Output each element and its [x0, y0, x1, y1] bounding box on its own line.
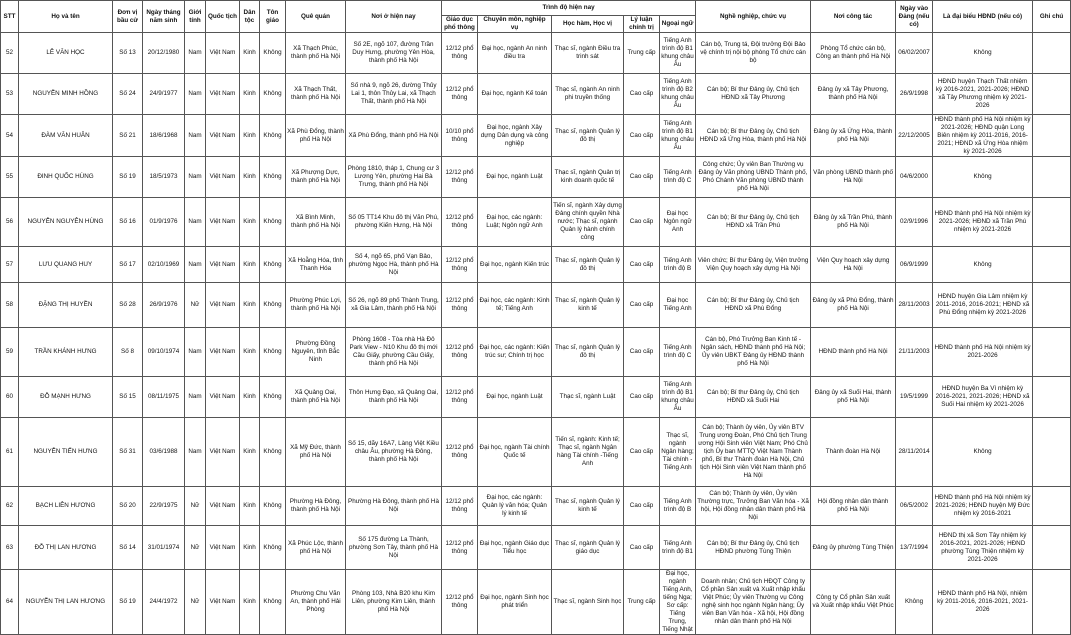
cell-language: Đại học Tiếng Anh	[660, 283, 696, 328]
cell-workplace: Đảng ủy phường Tùng Thiện	[811, 526, 896, 570]
cell-unit: Số 20	[113, 487, 143, 526]
cell-unit: Số 14	[113, 526, 143, 570]
table-row	[1, 283, 1071, 328]
cell-degree: Thạc sĩ, ngành Quản lý đô thị	[552, 328, 624, 377]
cell-hometown: Xã Thạch Thất, thành phố Hà Nội	[286, 74, 346, 115]
cell-workplace: Đảng ủy xã Tây Phương, thành phố Hà Nội	[811, 74, 896, 115]
cell-major: Đại học, ngành Luật	[478, 377, 552, 418]
cell-degree: Thạc sĩ, ngành Quản lý đô thị	[552, 115, 624, 157]
cell-delegate: HĐND huyện Gia Lâm nhiệm kỳ 2011-2016, 2016-2021; HĐND xã Phù Đổng nhiệm kỳ 2021-2026	[933, 283, 1033, 328]
cell-politics: Trung cấp	[624, 33, 660, 74]
cell-residence: Phòng 1810, tháp 1, Chung cư 3 Lương Yên, phường Hai Bà Trưng, thành phố Hà Nội	[346, 157, 442, 198]
cell-residence: Số 175 đường La Thành, phường Sơn Tây, thành phố Hà Nội	[346, 526, 442, 570]
cell-politics: Cao cấp	[624, 115, 660, 157]
header-gender: Giới tính	[185, 1, 206, 33]
cell-hometown: Xã Mỹ Đức, thành phố Hà Nội	[286, 418, 346, 487]
cell-nationality: Việt Nam	[206, 74, 240, 115]
cell-stt: 60	[1, 377, 19, 418]
cell-dob: 26/9/1976	[143, 283, 185, 328]
cell-delegate: Không	[933, 418, 1033, 487]
cell-degree: Thạc sĩ, ngành Quản lý giáo dục	[552, 526, 624, 570]
cell-workplace: Văn phòng UBND thành phố Hà Nội	[811, 157, 896, 198]
cell-notes	[1033, 115, 1071, 157]
table-body	[1, 33, 1071, 635]
cell-nationality: Việt Nam	[206, 283, 240, 328]
cell-unit: Số 13	[113, 33, 143, 74]
table-row	[1, 33, 1071, 74]
cell-ethnicity: Kinh	[240, 328, 260, 377]
cell-unit: Số 8	[113, 328, 143, 377]
cell-general-edu: 12/12 phổ thông	[442, 198, 478, 247]
cell-major: Đại học, ngành Luật	[478, 157, 552, 198]
cell-dob: 08/11/1975	[143, 377, 185, 418]
cell-ethnicity: Kinh	[240, 74, 260, 115]
cell-religion: Không	[260, 418, 286, 487]
cell-notes	[1033, 33, 1071, 74]
cell-residence: Số nhà 9, ngõ 26, đường Thủy Lai 1, thôn Thủy Lai, xã Thạch Thất, thành phố Hà Nội	[346, 74, 442, 115]
cell-occupation: Cán bộ; Bí thư Đảng ủy, Chủ tịch HĐND xã Ứng Hòa, thành phố Hà Nội	[696, 115, 811, 157]
cell-occupation: Doanh nhân; Chủ tịch HĐQT Công ty Cổ phần Sản xuất và Xuất nhập khẩu Việt Phúc; Ủy viên Thường vụ Công nghệ sinh học ngành Ngân hàng; Ủy viên Ban Văn hóa - Xã hội, Hội đồng nhân dân thành phố Hà Nội	[696, 570, 811, 635]
header-name: Họ và tên	[19, 1, 113, 33]
cell-major: Đại học, các ngành: Kinh tế; Tiếng Anh	[478, 283, 552, 328]
cell-politics: Trung cấp	[624, 570, 660, 635]
cell-language: Đại học, ngành Tiếng Anh, tiếng Nga; Sơ cấp: Tiếng Trung, Tiếng Nhật	[660, 570, 696, 635]
cell-name: BẠCH LIÊN HƯƠNG	[19, 487, 113, 526]
cell-nationality: Việt Nam	[206, 377, 240, 418]
cell-ethnicity: Kinh	[240, 115, 260, 157]
cell-name: ĐỖ THỊ LAN HƯƠNG	[19, 526, 113, 570]
cell-general-edu: 12/12 phổ thông	[442, 283, 478, 328]
cell-religion: Không	[260, 377, 286, 418]
cell-delegate: HĐND thành phố Hà Nội nhiệm kỳ 2021-2026; HĐND huyện Mỹ Đức nhiệm kỳ 2016-2021	[933, 487, 1033, 526]
cell-notes	[1033, 283, 1071, 328]
cell-religion: Không	[260, 526, 286, 570]
cell-general-edu: 10/10 phổ thông	[442, 115, 478, 157]
header-unit: Đơn vị bầu cử	[113, 1, 143, 33]
cell-notes	[1033, 198, 1071, 247]
cell-stt: 52	[1, 33, 19, 74]
table-header	[1, 1, 1071, 33]
cell-name: ĐỖ MẠNH HƯNG	[19, 377, 113, 418]
cell-ethnicity: Kinh	[240, 33, 260, 74]
cell-major: Đại học, các ngành: Quản lý văn hóa; Quản lý kinh tế	[478, 487, 552, 526]
cell-party-date: 13/7/1994	[896, 526, 933, 570]
cell-gender: Nam	[185, 198, 206, 247]
cell-unit: Số 28	[113, 283, 143, 328]
cell-workplace: Công ty Cổ phần Sản xuất và Xuất nhập khẩu Việt Phúc	[811, 570, 896, 635]
cell-general-edu: 12/12 phổ thông	[442, 74, 478, 115]
cell-name: TRẦN KHÁNH HƯNG	[19, 328, 113, 377]
cell-major: Đại học, ngành Kiến trúc	[478, 247, 552, 283]
cell-name: NGUYỄN NGUYÊN HÙNG	[19, 198, 113, 247]
cell-language: Tiếng Anh trình độ B	[660, 487, 696, 526]
cell-residence: Số 15, dãy 16A7, Làng Việt Kiều châu Âu, phường Hà Đông, thành phố Hà Nội	[346, 418, 442, 487]
cell-nationality: Việt Nam	[206, 328, 240, 377]
cell-delegate: HĐND thành phố Hà Nội nhiệm kỳ 2021-2026; HĐND xã Trần Phú nhiệm kỳ 2021-2026	[933, 198, 1033, 247]
cell-ethnicity: Kinh	[240, 247, 260, 283]
cell-major: Đại học, ngành Kế toán	[478, 74, 552, 115]
cell-hometown: Xã Phúc Lộc, thành phố Hà Nội	[286, 526, 346, 570]
table-row	[1, 526, 1071, 570]
cell-party-date: 06/02/2007	[896, 33, 933, 74]
cell-name: LƯU QUANG HUY	[19, 247, 113, 283]
cell-party-date: 06/5/2002	[896, 487, 933, 526]
cell-nationality: Việt Nam	[206, 157, 240, 198]
cell-gender: Nam	[185, 328, 206, 377]
cell-hometown: Phường Chu Văn An, thành phố Hải Phòng	[286, 570, 346, 635]
cell-occupation: Công chức; Ủy viên Ban Thường vụ Đảng ủy Văn phòng UBND Thành phố, Phó Chánh Văn phòng UBND thành phố Hà Nội	[696, 157, 811, 198]
table-row	[1, 570, 1071, 635]
cell-major: Đại học, ngành An ninh điều tra	[478, 33, 552, 74]
cell-politics: Cao cấp	[624, 328, 660, 377]
header-party-date: Ngày vào Đảng (nếu có)	[896, 1, 933, 33]
cell-major: Đại học, ngành Giáo dục Tiểu học	[478, 526, 552, 570]
cell-occupation: Cán bộ; Thành ủy viên, Ủy viên BTV Trung ương Đoàn, Phó Chủ tịch Trung ương Hội Sinh viên Việt Nam; Phó Chủ tịch Ủy ban MTTQ Việt Nam Thành phố, Bí thư Thành đoàn Hà Nội, Chủ tịch Hội Sinh viên Việt Nam thành phố Hà Nội	[696, 418, 811, 487]
cell-gender: Nữ	[185, 283, 206, 328]
cell-nationality: Việt Nam	[206, 418, 240, 487]
cell-degree: Thạc sĩ, ngành Sinh học	[552, 570, 624, 635]
cell-general-edu: 12/12 phổ thông	[442, 377, 478, 418]
header-degree: Học hàm, Học vị	[552, 16, 624, 33]
cell-delegate: HĐND thành phố Hà Nội nhiệm kỳ 2021-2026; HĐND quận Long Biên nhiệm kỳ 2011-2016, 2016-2021; HĐND xã Ứng Hòa nhiệm kỳ 2021-2026	[933, 115, 1033, 157]
cell-residence: Số 4, ngõ 65, phố Vạn Bảo, phường Ngọc Hà, thành phố Hà Nội	[346, 247, 442, 283]
header-major: Chuyên môn, nghiệp vụ	[478, 16, 552, 33]
cell-residence: Xã Phù Đổng, thành phố Hà Nội	[346, 115, 442, 157]
cell-politics: Cao cấp	[624, 74, 660, 115]
cell-name: NGUYỄN THỊ LAN HƯƠNG	[19, 570, 113, 635]
cell-degree: Tiến sĩ, ngành Xây dựng Đảng chính quyền Nhà nước; Thạc sĩ, ngành Quản lý hành chính công	[552, 198, 624, 247]
cell-stt: 53	[1, 74, 19, 115]
cell-hometown: Xã Bình Minh, thành phố Hà Nội	[286, 198, 346, 247]
cell-unit: Số 19	[113, 157, 143, 198]
cell-politics: Cao cấp	[624, 157, 660, 198]
cell-delegate: HĐND huyện Thạch Thất nhiệm kỳ 2016-2021, 2021-2026; HĐND xã Tây Phương nhiệm kỳ 2021-2026	[933, 74, 1033, 115]
cell-nationality: Việt Nam	[206, 33, 240, 74]
cell-nationality: Việt Nam	[206, 570, 240, 635]
cell-notes	[1033, 487, 1071, 526]
cell-general-edu: 12/12 phổ thông	[442, 328, 478, 377]
cell-religion: Không	[260, 247, 286, 283]
cell-stt: 57	[1, 247, 19, 283]
cell-ethnicity: Kinh	[240, 526, 260, 570]
header-religion: Tôn giáo	[260, 1, 286, 33]
cell-workplace: Đảng ủy xã Ứng Hòa, thành phố Hà Nội	[811, 115, 896, 157]
cell-nationality: Việt Nam	[206, 247, 240, 283]
table-row	[1, 157, 1071, 198]
cell-nationality: Việt Nam	[206, 198, 240, 247]
cell-hometown: Phường Hà Đông, thành phố Hà Nội	[286, 487, 346, 526]
cell-stt: 59	[1, 328, 19, 377]
cell-language: Tiếng Anh trình độ B1	[660, 526, 696, 570]
cell-hometown: Phường Đồng Nguyên, tỉnh Bắc Ninh	[286, 328, 346, 377]
cell-general-edu: 12/12 phổ thông	[442, 33, 478, 74]
cell-hometown: Xã Hoằng Hóa, tỉnh Thanh Hóa	[286, 247, 346, 283]
cell-occupation: Cán bộ; Bí thư Đảng ủy, Chủ tịch HĐND xã Phù Đổng	[696, 283, 811, 328]
cell-residence: Phòng 1608 - Tòa nhà Hà Đô Park View - N10 Khu đô thị mới Cầu Giấy, phường Cầu Giấy, thành phố Hà Nội	[346, 328, 442, 377]
cell-unit: Số 17	[113, 247, 143, 283]
cell-name: NGUYỄN TIẾN HƯNG	[19, 418, 113, 487]
cell-general-edu: 12/12 phổ thông	[442, 418, 478, 487]
cell-residence: Phòng 103, Nhà B20 khu Kim Liên, phường Kim Liên, thành phố Hà Nội	[346, 570, 442, 635]
cell-residence: Số 26, ngõ 89 phố Thành Trung, xã Gia Lâm, thành phố Hà Nội	[346, 283, 442, 328]
cell-stt: 55	[1, 157, 19, 198]
cell-degree: Thạc sĩ, ngành An ninh phi truyền thống	[552, 74, 624, 115]
cell-politics: Cao cấp	[624, 377, 660, 418]
cell-occupation: Cán bộ; Thành ủy viên, Ủy viên Thường trực, Trưởng Ban Văn hóa - Xã hội, Hội đồng nhân dân thành phố Hà Nội	[696, 487, 811, 526]
cell-gender: Nam	[185, 115, 206, 157]
cell-religion: Không	[260, 74, 286, 115]
cell-language: Tiếng Anh trình độ B1 khung châu Âu	[660, 377, 696, 418]
cell-nationality: Việt Nam	[206, 115, 240, 157]
cell-dob: 24/4/1972	[143, 570, 185, 635]
header-workplace: Nơi công tác	[811, 1, 896, 33]
cell-gender: Nữ	[185, 487, 206, 526]
cell-party-date: 22/12/2005	[896, 115, 933, 157]
cell-party-date: Không	[896, 570, 933, 635]
cell-religion: Không	[260, 570, 286, 635]
cell-name: NGUYỄN MINH HỒNG	[19, 74, 113, 115]
table-row	[1, 487, 1071, 526]
cell-ethnicity: Kinh	[240, 377, 260, 418]
cell-workplace: HĐND thành phố Hà Nội	[811, 328, 896, 377]
cell-stt: 64	[1, 570, 19, 635]
cell-degree: Thạc sĩ, ngành Điều tra trinh sát	[552, 33, 624, 74]
cell-workplace: Thành đoàn Hà Nội	[811, 418, 896, 487]
cell-occupation: Cán bộ; Bí thư Đảng ủy, Chủ tịch HĐND xã Suối Hai	[696, 377, 811, 418]
cell-ethnicity: Kinh	[240, 283, 260, 328]
cell-religion: Không	[260, 115, 286, 157]
cell-stt: 54	[1, 115, 19, 157]
cell-name: ĐINH QUỐC HÙNG	[19, 157, 113, 198]
cell-politics: Cao cấp	[624, 247, 660, 283]
cell-dob: 18/5/1973	[143, 157, 185, 198]
cell-religion: Không	[260, 198, 286, 247]
cell-religion: Không	[260, 487, 286, 526]
cell-gender: Nữ	[185, 570, 206, 635]
cell-gender: Nữ	[185, 526, 206, 570]
cell-general-edu: 12/12 phổ thông	[442, 570, 478, 635]
cell-degree: Thạc sĩ, ngành Quản trị kinh doanh quốc tế	[552, 157, 624, 198]
cell-party-date: 28/11/2014	[896, 418, 933, 487]
cell-unit: Số 24	[113, 74, 143, 115]
cell-politics: Cao cấp	[624, 526, 660, 570]
header-residence: Nơi ở hiện nay	[346, 1, 442, 33]
cell-language: Tiếng Anh trình độ B1 khung châu Âu	[660, 33, 696, 74]
cell-ethnicity: Kinh	[240, 418, 260, 487]
table-row	[1, 115, 1071, 157]
cell-stt: 61	[1, 418, 19, 487]
header-delegate: Là đại biểu HĐND (nếu có)	[933, 1, 1033, 33]
cell-occupation: Cán bộ, Trung tá, Đội trưởng Đội Bảo vệ chính trị nội bộ phòng Tổ chức cán bộ	[696, 33, 811, 74]
cell-dob: 18/6/1968	[143, 115, 185, 157]
cell-major: Đại học, các ngành: Luật; Ngôn ngữ Anh	[478, 198, 552, 247]
cell-delegate: HĐND thị xã Sơn Tây nhiệm kỳ 2016-2021, 2021-2026; HĐND phường Tùng Thiện nhiệm kỳ 2021-2026	[933, 526, 1033, 570]
cell-occupation: Viên chức; Bí thư Đảng ủy, Viện trưởng Viện Quy hoạch xây dựng Hà Nội	[696, 247, 811, 283]
cell-language: Tiếng Anh trình độ C	[660, 328, 696, 377]
table-row	[1, 418, 1071, 487]
cell-occupation: Cán bộ, Phó Trưởng Ban Kinh tế - Ngân sách, HĐND thành phố Hà Nội; Ủy viên UBKT Đảng ủy HĐND thành phố Hà Nội	[696, 328, 811, 377]
cell-name: ĐÀM VĂN HUÂN	[19, 115, 113, 157]
cell-degree: Thạc sĩ, ngành Quản lý kinh tế	[552, 487, 624, 526]
cell-dob: 20/12/1980	[143, 33, 185, 74]
cell-politics: Cao cấp	[624, 418, 660, 487]
table-row	[1, 247, 1071, 283]
cell-major: Đại học, ngành Xây dựng Dân dụng và công nghiệp	[478, 115, 552, 157]
header-hometown: Quê quán	[286, 1, 346, 33]
header-stt: STT	[1, 1, 19, 33]
cell-ethnicity: Kinh	[240, 198, 260, 247]
cell-occupation: Cán bộ; Bí thư Đảng ủy, Chủ tịch HĐND xã Tây Phương	[696, 74, 811, 115]
cell-party-date: 19/5/1999	[896, 377, 933, 418]
cell-residence: Thôn Hưng Đạo, xã Quảng Oai, thành phố Hà Nội	[346, 377, 442, 418]
cell-party-date: 21/11/2003	[896, 328, 933, 377]
cell-degree: Thạc sĩ, ngành Luật	[552, 377, 624, 418]
cell-hometown: Xã Phù Đổng, thành phố Hà Nội	[286, 115, 346, 157]
cell-gender: Nam	[185, 33, 206, 74]
cell-dob: 09/10/1974	[143, 328, 185, 377]
cell-gender: Nam	[185, 377, 206, 418]
cell-religion: Không	[260, 328, 286, 377]
cell-unit: Số 31	[113, 418, 143, 487]
cell-degree: Thạc sĩ, ngành Quản lý đô thị	[552, 247, 624, 283]
cell-delegate: Không	[933, 157, 1033, 198]
cell-delegate: HĐND thành phố Hà Nội nhiệm kỳ 2021-2026	[933, 328, 1033, 377]
cell-occupation: Cán bộ; Bí thư Đảng ủy, Chủ tịch HĐND xã Trần Phú	[696, 198, 811, 247]
cell-residence: Số 2E, ngõ 107, đường Trần Duy Hưng, phường Yên Hòa, thành phố Hà Nội	[346, 33, 442, 74]
header-occupation: Nghề nghiệp, chức vụ	[696, 1, 811, 33]
cell-unit: Số 16	[113, 198, 143, 247]
cell-delegate: HĐND thành phố Hà Nội, nhiệm kỳ 2011-2016, 2016-2021, 2021-2026	[933, 570, 1033, 635]
cell-general-edu: 12/12 phổ thông	[442, 487, 478, 526]
cell-language: Tiếng Anh trình độ B2 khung châu Âu	[660, 74, 696, 115]
cell-party-date: 02/9/1996	[896, 198, 933, 247]
cell-gender: Nam	[185, 247, 206, 283]
cell-major: Đại học, ngành Tài chính Quốc tế	[478, 418, 552, 487]
cell-nationality: Việt Nam	[206, 487, 240, 526]
cell-notes	[1033, 526, 1071, 570]
cell-language: Thạc sĩ, ngành Ngân hàng; Tài chính - Tiếng Anh	[660, 418, 696, 487]
cell-notes	[1033, 157, 1071, 198]
header-education-group: Trình độ hiện nay	[442, 1, 696, 16]
cell-language: Tiếng Anh trình độ B	[660, 247, 696, 283]
cell-dob: 22/9/1975	[143, 487, 185, 526]
cell-politics: Cao cấp	[624, 198, 660, 247]
cell-delegate: Không	[933, 33, 1033, 74]
header-politics: Lý luận chính trị	[624, 16, 660, 33]
cell-general-edu: 12/12 phổ thông	[442, 526, 478, 570]
cell-language: Đại học Ngôn ngữ Anh	[660, 198, 696, 247]
cell-workplace: Hội đồng nhân dân thành phố Hà Nội	[811, 487, 896, 526]
cell-general-edu: 12/12 phổ thông	[442, 247, 478, 283]
cell-workplace: Đảng ủy xã Trần Phú, thành phố Hà Nội	[811, 198, 896, 247]
cell-notes	[1033, 377, 1071, 418]
cell-residence: Số 05 TT14 Khu đô thị Văn Phú, phường Kiến Hưng, Hà Nội	[346, 198, 442, 247]
cell-ethnicity: Kinh	[240, 157, 260, 198]
cell-language: Tiếng Anh trình độ C	[660, 157, 696, 198]
cell-notes	[1033, 247, 1071, 283]
cell-gender: Nam	[185, 74, 206, 115]
cell-party-date: 06/9/1999	[896, 247, 933, 283]
cell-unit: Số 21	[113, 115, 143, 157]
cell-dob: 03/6/1988	[143, 418, 185, 487]
cell-unit: Số 15	[113, 377, 143, 418]
cell-dob: 31/01/1974	[143, 526, 185, 570]
cell-notes	[1033, 328, 1071, 377]
cell-dob: 02/10/1969	[143, 247, 185, 283]
table-row	[1, 328, 1071, 377]
cell-delegate: Không	[933, 247, 1033, 283]
cell-notes	[1033, 418, 1071, 487]
header-language: Ngoại ngữ	[660, 16, 696, 33]
cell-hometown: Phường Phúc Lợi, thành phố Hà Nội	[286, 283, 346, 328]
cell-degree: Thạc sĩ, ngành Quản lý kinh tế	[552, 283, 624, 328]
cell-nationality: Việt Nam	[206, 526, 240, 570]
cell-hometown: Xã Thạch Phúc, thành phố Hà Nội	[286, 33, 346, 74]
cell-hometown: Xã Phượng Dực, thành phố Hà Nội	[286, 157, 346, 198]
cell-gender: Nam	[185, 157, 206, 198]
cell-ethnicity: Kinh	[240, 570, 260, 635]
table-row	[1, 74, 1071, 115]
cell-notes	[1033, 74, 1071, 115]
cell-general-edu: 12/12 phổ thông	[442, 157, 478, 198]
cell-degree: Tiến sĩ, ngành: Kinh tế; Thạc sĩ, ngành Ngân hàng Tài chính -Tiếng Anh	[552, 418, 624, 487]
cell-stt: 63	[1, 526, 19, 570]
cell-stt: 58	[1, 283, 19, 328]
cell-religion: Không	[260, 283, 286, 328]
cell-notes	[1033, 570, 1071, 635]
cell-politics: Cao cấp	[624, 283, 660, 328]
header-nationality: Quốc tịch	[206, 1, 240, 33]
cell-name: LÊ VĂN HỌC	[19, 33, 113, 74]
cell-ethnicity: Kinh	[240, 487, 260, 526]
cell-religion: Không	[260, 157, 286, 198]
cell-hometown: Xã Quảng Oai, thành phố Hà Nội	[286, 377, 346, 418]
cell-workplace: Phòng Tổ chức cán bộ, Công an thành phố Hà Nội	[811, 33, 896, 74]
cell-workplace: Đảng ủy xã Phù Đổng, thành phố Hà Nội	[811, 283, 896, 328]
cell-dob: 24/9/1977	[143, 74, 185, 115]
cell-major: Đại học, ngành Sinh học phát triển	[478, 570, 552, 635]
cell-name: ĐẶNG THỊ HUYỀN	[19, 283, 113, 328]
header-ethnicity: Dân tộc	[240, 1, 260, 33]
cell-stt: 56	[1, 198, 19, 247]
cell-politics: Cao cấp	[624, 487, 660, 526]
cell-unit: Số 19	[113, 570, 143, 635]
cell-workplace: Viện Quy hoạch xây dựng Hà Nội	[811, 247, 896, 283]
cell-residence: Phường Hà Đông, thành phố Hà Nội	[346, 487, 442, 526]
cell-major: Đại học, các ngành: Kiến trúc sư; Chính trị học	[478, 328, 552, 377]
cell-stt: 62	[1, 487, 19, 526]
cell-dob: 01/9/1976	[143, 198, 185, 247]
cell-gender: Nam	[185, 418, 206, 487]
table-row	[1, 377, 1071, 418]
cell-party-date: 28/11/2003	[896, 283, 933, 328]
cell-religion: Không	[260, 33, 286, 74]
header-general-edu: Giáo dục phổ thông	[442, 16, 478, 33]
header-dob: Ngày tháng năm sinh	[143, 1, 185, 33]
cell-occupation: Cán bộ; Bí thư Đảng ủy, Chủ tịch HĐND phường Tùng Thiện	[696, 526, 811, 570]
table-row	[1, 198, 1071, 247]
cell-language: Tiếng Anh trình độ B1 khung châu Âu	[660, 115, 696, 157]
cell-party-date: 26/9/1998	[896, 74, 933, 115]
cell-workplace: Đảng ủy xã Suối Hai, thành phố Hà Nội	[811, 377, 896, 418]
cell-delegate: HĐND huyện Ba Vì nhiệm kỳ 2016-2021, 2021-2026; HĐND xã Suối Hai nhiệm kỳ 2021-2026	[933, 377, 1033, 418]
header-notes: Ghi chú	[1033, 1, 1071, 33]
cell-party-date: 04/6/2000	[896, 157, 933, 198]
